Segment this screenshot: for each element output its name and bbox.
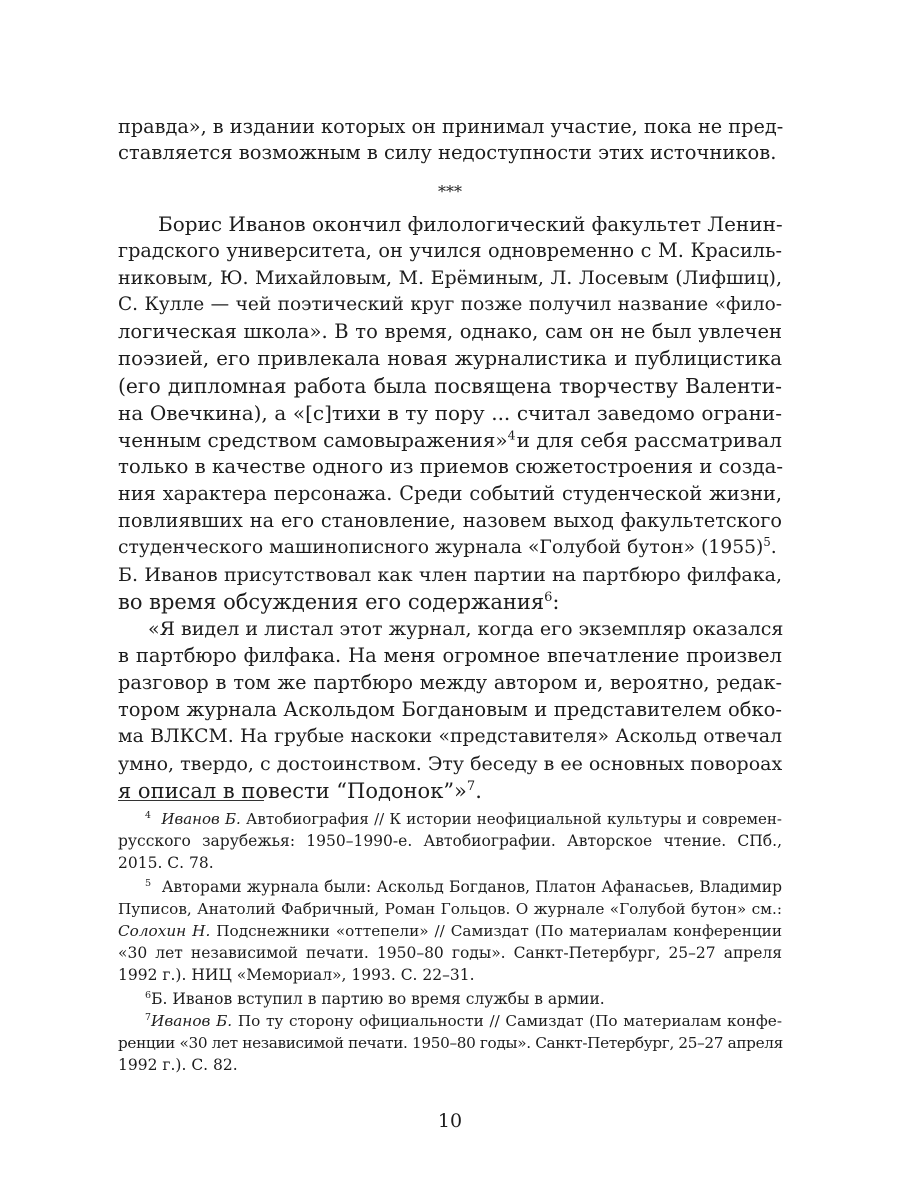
footnote-6: $^6$Б. Иванов вступил в партию во время службы в армии. <box>145 989 605 1008</box>
footnote-number: 5 <box>145 877 152 889</box>
quote-line: тором журнала Аскольдом Богдановым и представителем обко- <box>118 698 782 721</box>
quote-line: умно, твердо, с достоинством. Эту беседу в ее основных повороах <box>118 753 783 775</box>
text-line: на Овечкина), а «[с]тихи в ту пору ... считал заведомо ограни- <box>118 401 782 425</box>
footnote-line: Солохин Н. Подснежники «оттепели» // Самиздат (По материалам конференции <box>118 922 782 940</box>
text-line: повлиявших на его становление, назовем выход факультетского <box>118 509 782 532</box>
quote-line: в партбюро филфака. На меня огромное впечатление произвел <box>118 644 782 667</box>
text-line: ния характера персонажа. Среди событий студенческой жизни, <box>118 482 782 505</box>
section-divider-stars: *** <box>438 182 462 201</box>
text-line: (его дипломная работа была посвящена творчеству Валенти- <box>118 374 782 398</box>
footnote-author: Иванов Б. <box>151 1012 233 1030</box>
text-line: во время обсуждения его содержания$^6$: <box>118 590 560 614</box>
footnote-7: $^7$Иванов Б. По ту сторону официальности // Самиздат (По материалам конфе- <box>145 1011 782 1030</box>
footnote-line: «30 лет независимой печати. 1950–80 годы». Санкт-Петербург, 25–27 апреля <box>118 944 782 962</box>
text-line: ставляется возможным в силу недоступности этих источников. <box>118 141 777 164</box>
text-line: никовым, Ю. Михайловым, М. Ерёминым, Л. Лосевым (Лифшиц), <box>118 267 782 289</box>
footnote-line: 1992 г.). С. 82. <box>118 1056 238 1074</box>
text-line: Борис Иванов окончил филологический факультет Ленин- <box>158 212 783 236</box>
text-line <box>118 425 782 455</box>
footnote-number: 6 <box>145 989 152 1001</box>
quote-line: я описал в повести “Подонок”»$^7$. <box>118 779 482 803</box>
text-line: студенческого машинописного журнала «Голубой бутон» $(1955)^5$. <box>118 534 777 558</box>
footnote-line: Пуписов, Анатолий Фабричный, Роман Гольцов. О журнале «Голубой бутон» см.: <box>118 900 782 918</box>
text-line: градского университета, он учился одновременно с М. Красиль- <box>118 239 782 262</box>
text-line: правда», в издании которых он принимал участие, пока не пред- <box>118 115 784 138</box>
page-number: 10 <box>437 1110 463 1132</box>
footnote-author: Иванов Б. <box>161 810 241 828</box>
quote-line: разговор в том же партбюро между автором и, вероятно, редак- <box>118 671 782 694</box>
footnote-separator <box>118 800 264 801</box>
quote-line: ма ВЛКСМ. На грубые наскоки «представителя» Аскольд отвечал <box>118 726 782 747</box>
text-line: Б. Иванов присутствовал как член партии на партбюро филфака, <box>118 564 782 586</box>
text-line: поэзией, его привлекала новая журналистика и публицистика <box>118 347 782 370</box>
footnote-number: 4 <box>145 810 151 821</box>
footnote-line: ренции «30 лет независимой печати. 1950–80 годы». Санкт-Петербург, 25–27 апреля <box>118 1034 783 1052</box>
footnote-ref-7[interactable]: 7 <box>466 779 476 794</box>
text-line: С. Кулле — чей поэтический круг позже получил название «фило- <box>118 294 782 315</box>
footnote-4: $^4$ Иванов Б. Автобиография // К истории неофициальной культуры и современ- <box>145 810 782 828</box>
quote-line: «Я видел и листал этот журнал, когда его экземпляр оказался <box>148 618 784 640</box>
footnote-line: 2015. С. 78. <box>118 854 214 872</box>
footnote-ref-6[interactable]: 6 <box>544 590 553 605</box>
footnote-5: $^5$ Авторами журнала были: Аскольд Богданов, Платон Афанасьев, Владимир <box>145 877 782 896</box>
footnote-line: русского зарубежья: 1950–1990-е. Автобиографии. Авторское чтение. СПб., <box>118 832 782 850</box>
footnote-number: 7 <box>145 1011 152 1023</box>
footnote-author: Солохин Н. <box>118 922 211 940</box>
text-line: логическая школа». В то время, однако, сам он не был увлечен <box>118 320 782 343</box>
text-segment: и для себя рассматривал <box>516 428 782 452</box>
text-segment: ченным средством самовыражения»$^4$ <box>118 427 516 452</box>
footnote-ref-5[interactable]: 5 <box>763 534 771 549</box>
text-line: только в качестве одного из приемов сюжетостроения и созда- <box>118 455 784 478</box>
footnote-line: 1992 г.). НИЦ «Мемориал», 1993. С. 22–31. <box>118 966 475 984</box>
footnote-ref-4[interactable]: 4 <box>507 427 516 443</box>
